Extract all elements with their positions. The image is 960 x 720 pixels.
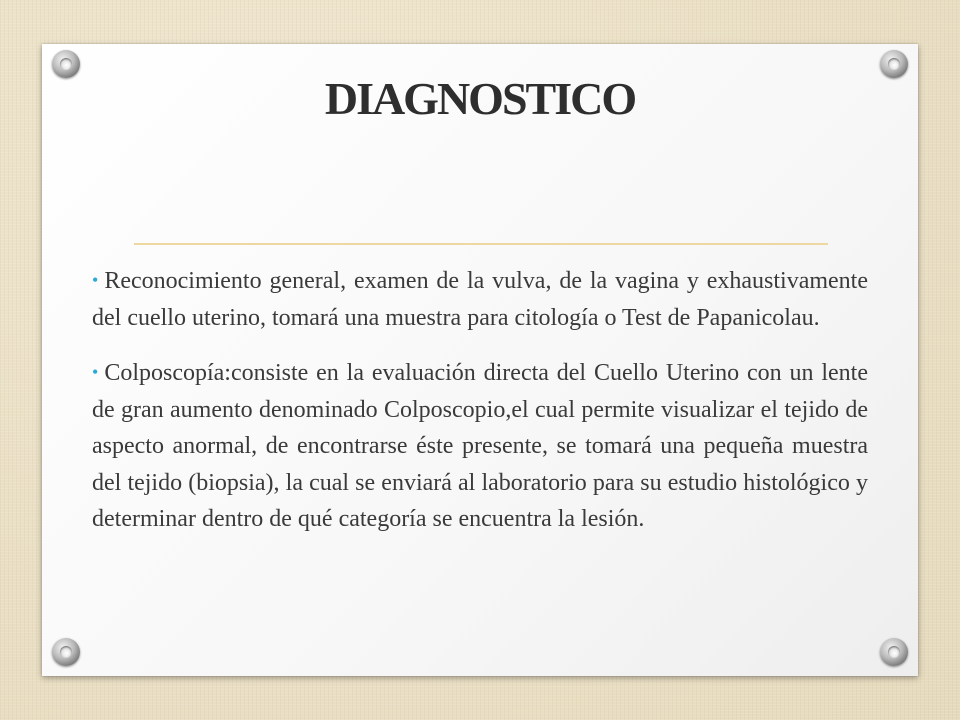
slide-body [92, 262, 868, 556]
grommet-bottom-right-icon [880, 638, 908, 666]
bullet-item-reconocimiento [92, 262, 868, 336]
title-divider [134, 243, 828, 245]
bullet-item-colposcopia [92, 354, 868, 538]
bullet-dot-icon: • [92, 270, 99, 290]
bullet-text: Colposcopía:consiste en la evaluación directa del Cuello Uterino con un lente de gran aumento denominado Colposcopio,el cual permite visualizar el tejido de aspecto anormal, de encontrarse éste presente, se tomará una pequeña muestra del tejido (biopsia), la cual se enviará al laboratorio para su estudio histológico y determinar dentro de qué categoría se encuentra la lesión. [92, 360, 868, 532]
grommet-bottom-left-icon [52, 638, 80, 666]
slide-title: DIAGNOSTICO [324, 73, 636, 124]
bullet-dot-icon: • [92, 362, 99, 382]
bullet-text: Reconocimiento general, examen de la vulva, de la vagina y exhaustivamente del cuello uterino, tomará una muestra para citología o Test de Papanicolau. [92, 268, 868, 331]
